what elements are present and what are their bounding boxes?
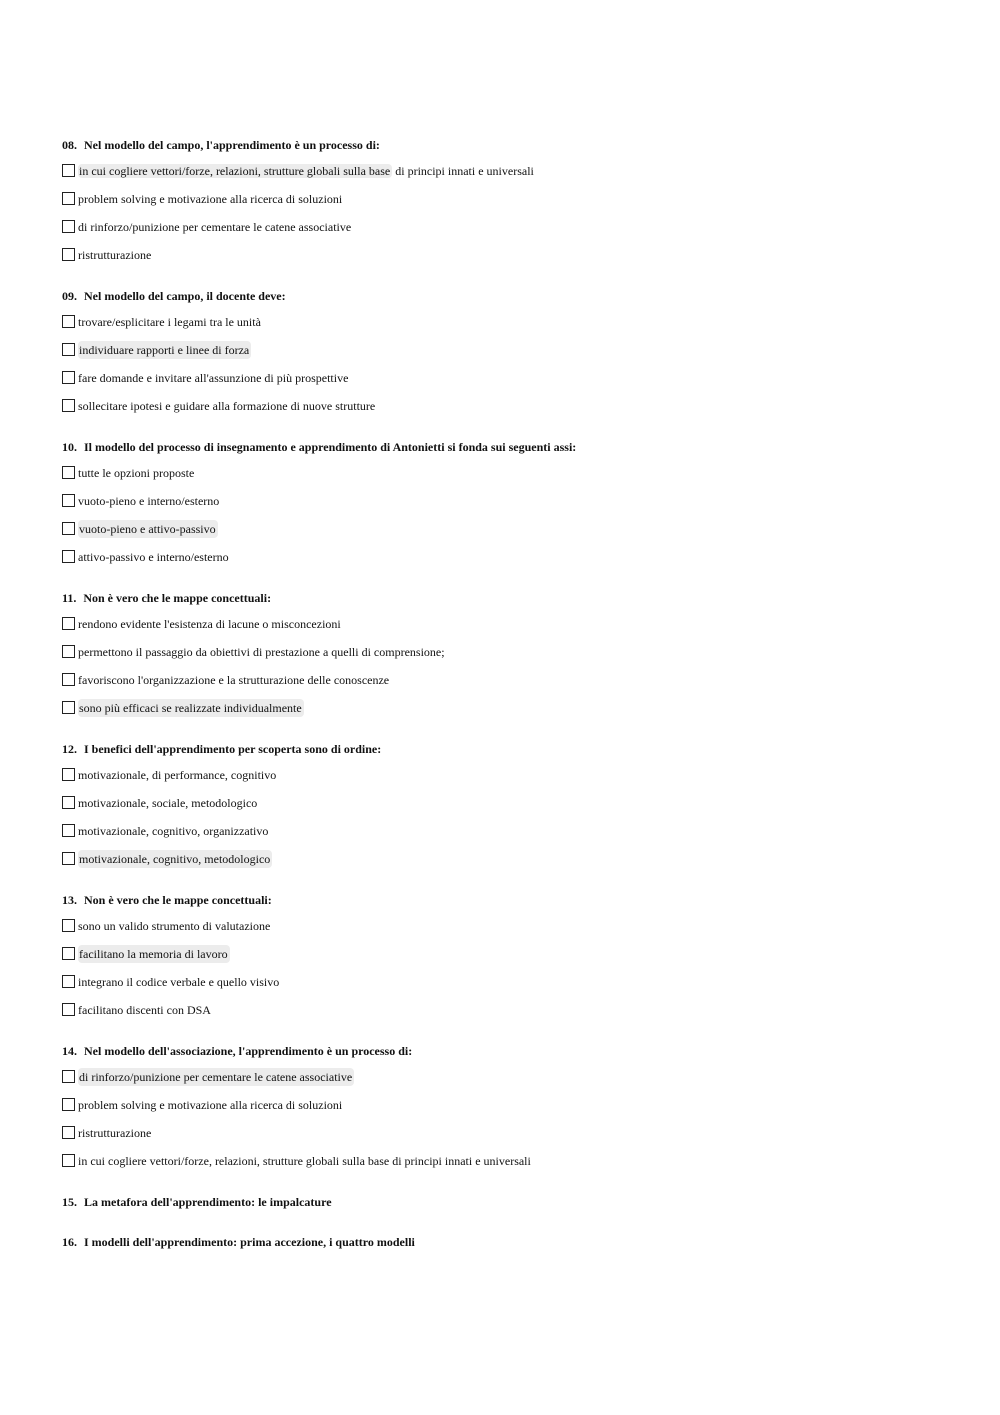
checkbox[interactable]: [62, 164, 75, 177]
question-title: [62, 740, 962, 758]
question-text: Nel modello del campo, il docente deve:: [84, 289, 286, 303]
checkbox[interactable]: [62, 975, 75, 988]
checkbox[interactable]: [62, 399, 75, 412]
answer-text: attivo-passivo e interno/esterno: [78, 550, 229, 564]
open-question-15: [62, 1193, 962, 1211]
highlighted-answer-text: facilitano la memoria di lavoro: [79, 947, 228, 961]
question-text: Il modello del processo di insegnamento e apprendimento di Antonietti si fonda sui seguenti assi:: [84, 440, 577, 454]
highlighted-answer-text: individuare rapporti e linee di forza: [79, 343, 250, 357]
checkbox[interactable]: [62, 617, 75, 630]
question-number: 15.: [62, 1195, 77, 1209]
question-09: [62, 287, 962, 425]
answer-text: sono un valido strumento di valutazione: [78, 919, 271, 933]
checkbox[interactable]: [62, 796, 75, 809]
answer-option[interactable]: [62, 1124, 962, 1152]
answer-option[interactable]: [62, 369, 962, 397]
answer-option[interactable]: [62, 492, 962, 520]
question-title: [62, 136, 962, 154]
checkbox[interactable]: [62, 1098, 75, 1111]
answer-option[interactable]: [62, 341, 962, 369]
checkbox[interactable]: [62, 768, 75, 781]
checkbox[interactable]: [62, 248, 75, 261]
answer-text: tutte le opzioni proposte: [78, 466, 195, 480]
answer-option[interactable]: [62, 766, 962, 794]
question-text: Nel modello del campo, l'apprendimento è un processo di:: [84, 138, 380, 152]
checkbox[interactable]: [62, 371, 75, 384]
checkbox[interactable]: [62, 852, 75, 865]
answer-option[interactable]: [62, 1068, 962, 1096]
question-number: 14.: [62, 1044, 77, 1058]
answer-option[interactable]: [62, 313, 962, 341]
answer-text: fare domande e invitare all'assunzione di più prospettive: [78, 371, 349, 385]
answer-option[interactable]: [62, 850, 962, 878]
quiz-page: [62, 136, 962, 1273]
answer-text: di rinforzo/punizione per cementare le catene associative: [78, 220, 352, 234]
checkbox[interactable]: [62, 645, 75, 658]
question-title: [62, 438, 962, 456]
question-11: [62, 589, 962, 727]
checkbox[interactable]: [62, 550, 75, 563]
highlighted-answer-text: di rinforzo/punizione per cementare le catene associative: [79, 1070, 353, 1084]
answer-text: ristrutturazione: [78, 1126, 152, 1140]
checkbox[interactable]: [62, 494, 75, 507]
answer-option[interactable]: [62, 1096, 962, 1124]
checkbox[interactable]: [62, 673, 75, 686]
answer-option[interactable]: [62, 397, 962, 425]
answer-option[interactable]: [62, 162, 962, 190]
checkbox[interactable]: [62, 192, 75, 205]
checkbox[interactable]: [62, 522, 75, 535]
highlighted-answer-text: motivazionale, cognitivo, metodologico: [79, 852, 271, 866]
answer-option[interactable]: [62, 945, 962, 973]
answer-option[interactable]: [62, 973, 962, 1001]
question-title: [62, 891, 962, 909]
answer-text: sollecitare ipotesi e guidare alla formazione di nuove strutture: [78, 399, 376, 413]
question-number: 16.: [62, 1235, 77, 1249]
checkbox[interactable]: [62, 1154, 75, 1167]
highlighted-answer-text: sono più efficaci se realizzate individualmente: [79, 701, 302, 715]
question-number: 09.: [62, 289, 77, 303]
checkbox[interactable]: [62, 343, 75, 356]
answer-text: trovare/esplicitare i legami tra le unità: [78, 315, 261, 329]
answer-option[interactable]: [62, 520, 962, 548]
question-14: [62, 1042, 962, 1180]
checkbox[interactable]: [62, 1003, 75, 1016]
answer-text: problem solving e motivazione alla ricerca di soluzioni: [78, 1098, 343, 1112]
answer-option[interactable]: [62, 464, 962, 492]
answer-text: in cui cogliere vettori/forze, relazioni, strutture globali sulla base di principi innati e universali: [78, 1154, 531, 1168]
checkbox[interactable]: [62, 919, 75, 932]
answer-option[interactable]: [62, 548, 962, 576]
checkbox[interactable]: [62, 1070, 75, 1083]
question-title: [62, 589, 962, 607]
answer-text: problem solving e motivazione alla ricerca di soluzioni: [78, 192, 343, 206]
question-08: [62, 136, 962, 274]
question-text: Nel modello dell'associazione, l'apprendimento è un processo di:: [84, 1044, 413, 1058]
answer-option[interactable]: [62, 917, 962, 945]
answer-option[interactable]: [62, 643, 962, 671]
question-number: 10.: [62, 440, 77, 454]
highlighted-answer-text: in cui cogliere vettori/forze, relazioni, strutture globali sulla base: [79, 164, 391, 178]
question-12: [62, 740, 962, 878]
checkbox[interactable]: [62, 824, 75, 837]
answer-text: facilitano discenti con DSA: [78, 1003, 211, 1017]
answer-text: ristrutturazione: [78, 248, 152, 262]
question-title: [62, 1042, 962, 1060]
question-text: Non è vero che le mappe concettuali:: [84, 893, 272, 907]
checkbox[interactable]: [62, 947, 75, 960]
answer-option[interactable]: [62, 699, 962, 727]
answer-text: motivazionale, sociale, metodologico: [78, 796, 258, 810]
checkbox[interactable]: [62, 701, 75, 714]
answer-option[interactable]: [62, 671, 962, 699]
answer-option[interactable]: [62, 822, 962, 850]
answer-text: di principi innati e universali: [392, 164, 534, 178]
answer-text: permettono il passaggio da obiettivi di prestazione a quelli di comprensione;: [78, 645, 445, 659]
answer-text: rendono evidente l'esistenza di lacune o misconcezioni: [78, 617, 341, 631]
question-number: 08.: [62, 138, 77, 152]
question-number: 13.: [62, 893, 77, 907]
question-text: Non è vero che le mappe concettuali:: [83, 591, 272, 605]
question-text: La metafora dell'apprendimento: le impalcature: [84, 1195, 332, 1209]
answer-text: motivazionale, cognitivo, organizzativo: [78, 824, 269, 838]
checkbox[interactable]: [62, 220, 75, 233]
answer-option[interactable]: [62, 794, 962, 822]
question-text: I benefici dell'apprendimento per scoperta sono di ordine:: [84, 742, 382, 756]
answer-text: integrano il codice verbale e quello visivo: [78, 975, 280, 989]
answer-option[interactable]: [62, 218, 962, 246]
answer-text: favoriscono l'organizzazione e la strutturazione delle conoscenze: [78, 673, 390, 687]
question-number: 11.: [62, 591, 77, 605]
answer-option[interactable]: [62, 1152, 962, 1180]
checkbox[interactable]: [62, 466, 75, 479]
answer-option[interactable]: [62, 190, 962, 218]
open-question-16: [62, 1233, 962, 1251]
answer-text: motivazionale, di performance, cognitivo: [78, 768, 277, 782]
answer-option[interactable]: [62, 615, 962, 643]
question-number: 12.: [62, 742, 77, 756]
answer-option[interactable]: [62, 246, 962, 274]
question-text: I modelli dell'apprendimento: prima accezione, i quattro modelli: [84, 1235, 415, 1249]
answer-text: vuoto-pieno e interno/esterno: [78, 494, 220, 508]
question-10: [62, 438, 962, 576]
checkbox[interactable]: [62, 1126, 75, 1139]
highlighted-answer-text: vuoto-pieno e attivo-passivo: [79, 522, 216, 536]
question-13: [62, 891, 962, 1029]
checkbox[interactable]: [62, 315, 75, 328]
question-title: [62, 287, 962, 305]
answer-option[interactable]: [62, 1001, 962, 1029]
